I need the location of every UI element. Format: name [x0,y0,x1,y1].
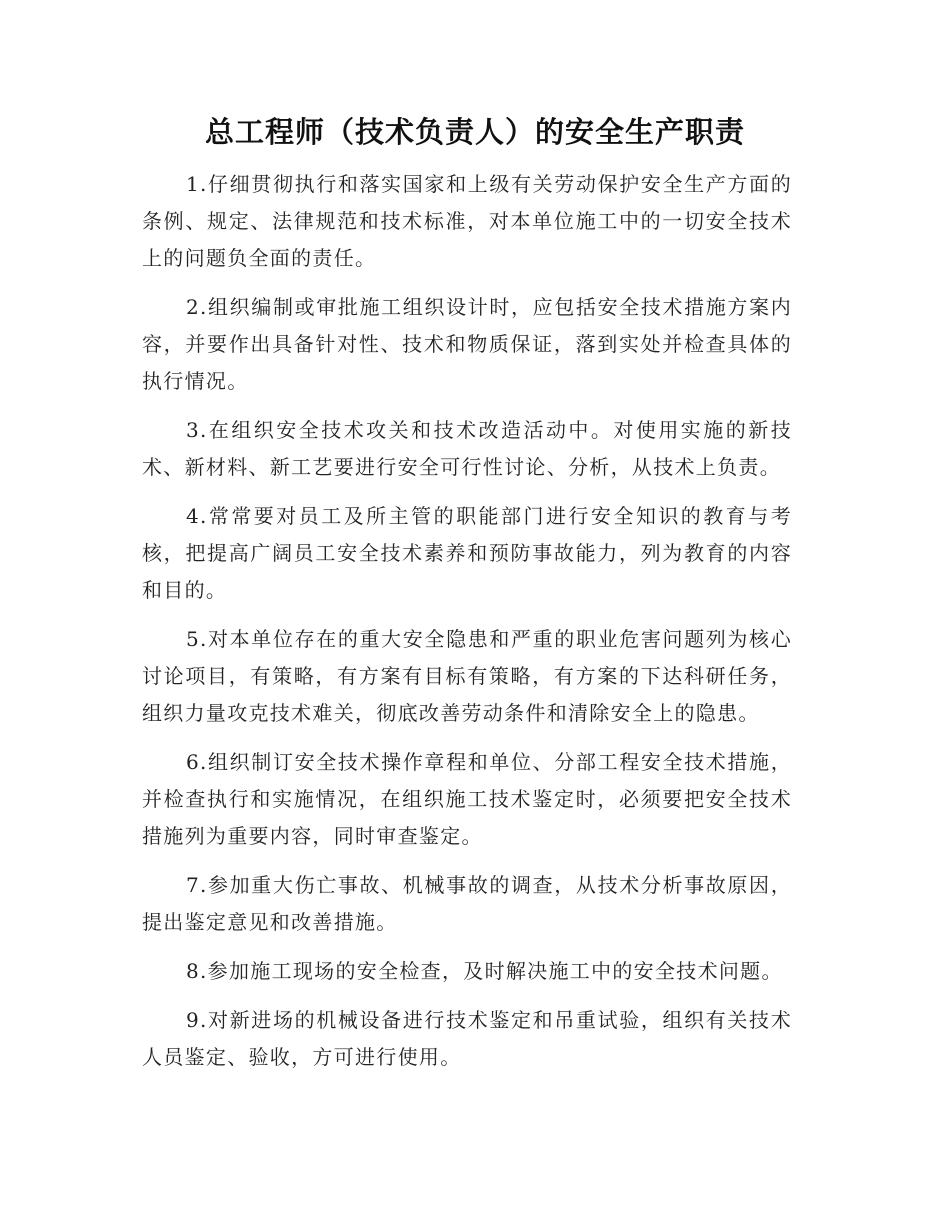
duty-item-9: 9.对新进场的机械设备进行技术鉴定和吊重试验，组织有关技术人员鉴定、验收，方可进行使用。 [142,1008,792,1069]
duty-item-8: 8.参加施工现场的安全检查，及时解决施工中的安全技术问题。 [186,959,783,983]
document-body [142,166,792,1088]
duty-item-7: 7.参加重大伤亡事故、机械事故的调查，从技术分析事故原因，提出鉴定意见和改善措施。 [142,873,792,934]
duty-item-2: 2.组织编制或审批施工组织设计时，应包括安全技术措施方案内容，并要作出具备针对性、技术和物质保证，落到实处并检查具体的执行情况。 [142,295,792,393]
duty-item-1: 1.仔细贯彻执行和落实国家和上级有关劳动保护安全生产方面的条例、规定、法律规范和技术标准，对本单位施工中的一切安全技术上的问题负全面的责任。 [142,172,792,270]
duty-item-6: 6.组织制订安全技术操作章程和单位、分部工程安全技术措施，并检查执行和实施情况，在组织施工技术鉴定时，必须要把安全技术措施列为重要内容，同时审查鉴定。 [142,750,792,848]
duty-item-5: 5.对本单位存在的重大安全隐患和严重的职业危害问题列为核心讨论项目，有策略，有方案有目标有策略，有方案的下达科研任务，组织力量攻克技术难关，彻底改善劳动条件和清除安全上的隐患。 [142,627,792,725]
duty-item-3: 3.在组织安全技术攻关和技术改造活动中。对使用实施的新技术、新材料、新工艺要进行安全可行性讨论、分析，从技术上负责。 [142,418,792,479]
document-title: 总工程师（技术负责人）的安全生产职责 [204,115,745,149]
duty-item-4: 4.常常要对员工及所主管的职能部门进行安全知识的教育与考核，把提高广阔员工安全技术素养和预防事故能力，列为教育的内容和目的。 [142,504,792,602]
